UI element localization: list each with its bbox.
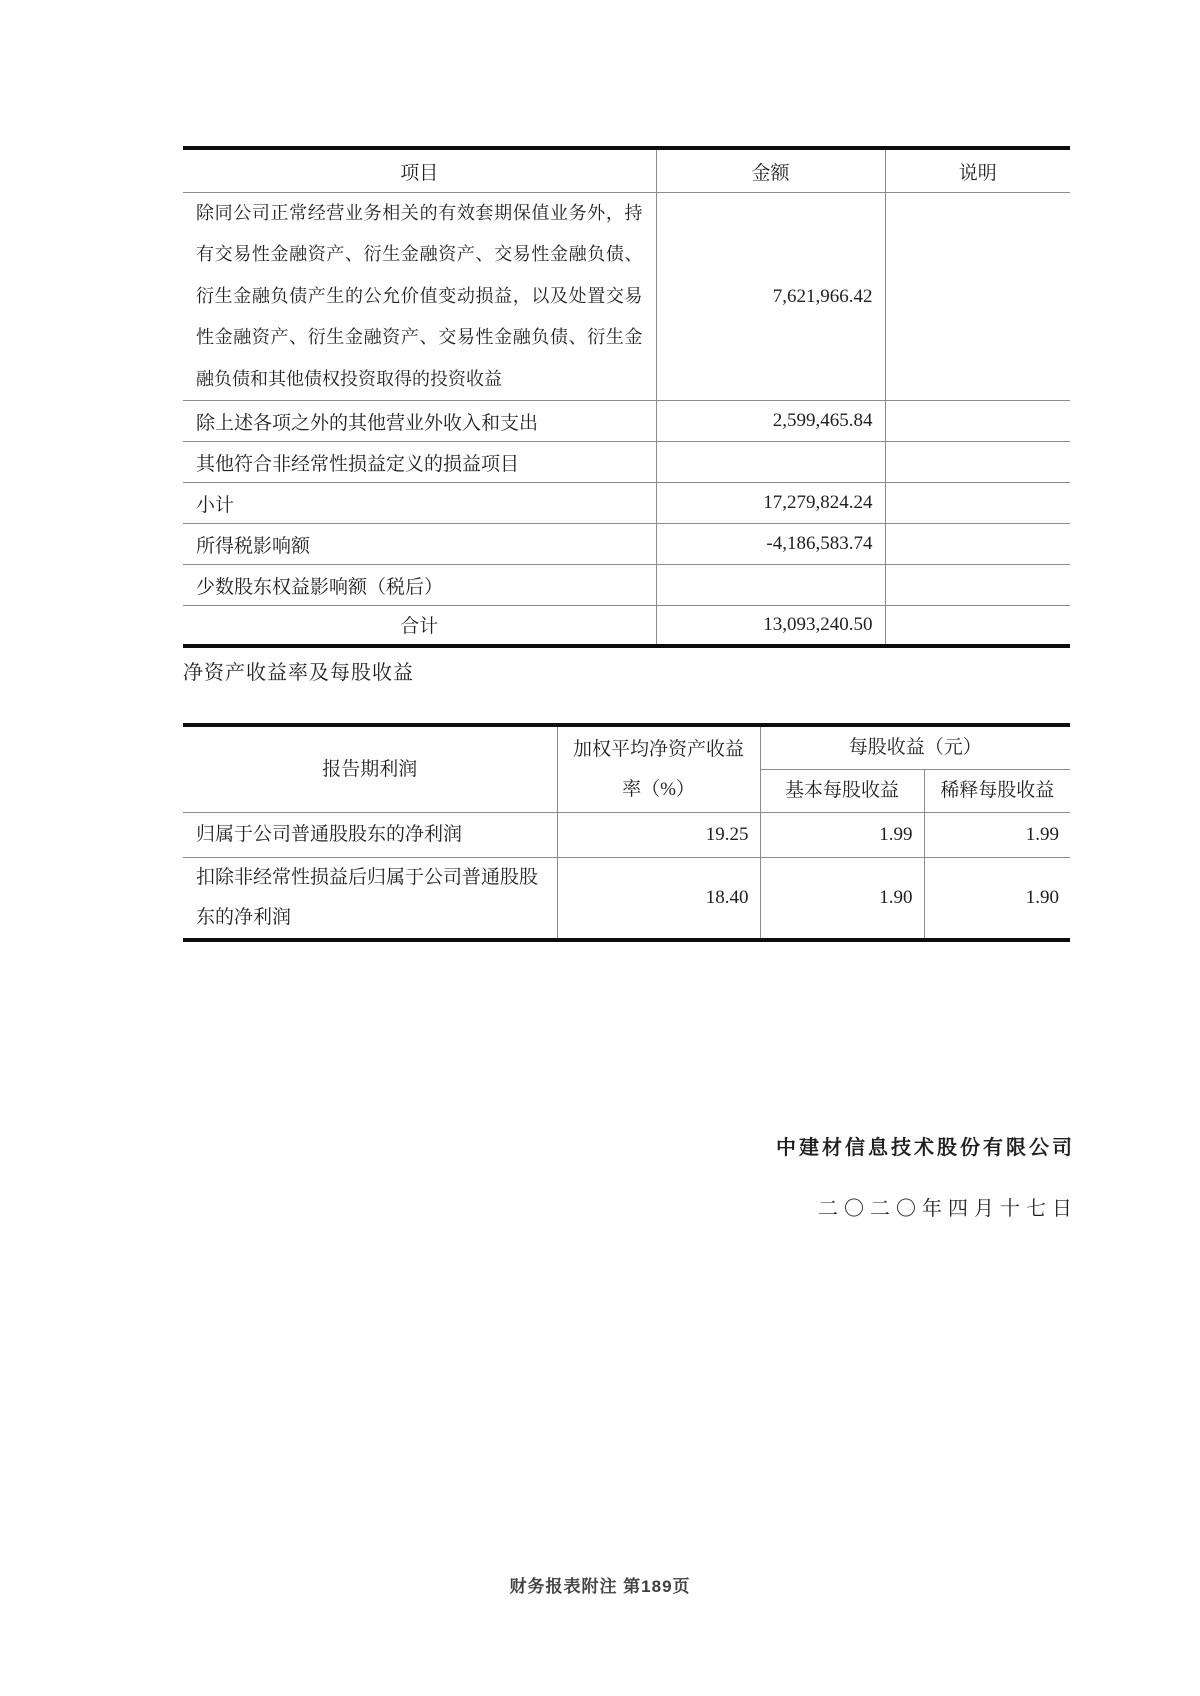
table-row bbox=[183, 483, 1070, 524]
item-cell: 除同公司正常经营业务相关的有效套期保值业务外，持有交易性金融资产、衍生金融资产、交易性金融负债、衍生金融负债产生的公允价值变动损益，以及处置交易性金融资产、衍生金融资产、交易性金融负债、衍生金融负债和其他债权投资取得的投资收益 bbox=[183, 193, 656, 401]
signature-date: 二〇二〇年四月十七日 bbox=[818, 1198, 1078, 1220]
table-row bbox=[183, 813, 1070, 858]
amount-cell: 17,279,824.24 bbox=[656, 483, 885, 524]
item-cell: 扣除非经常性损益后归属于公司普通股股东的净利润 bbox=[183, 858, 557, 941]
diluted-eps-cell: 1.99 bbox=[1025, 824, 1060, 845]
table-row bbox=[183, 524, 1070, 565]
diluted-eps-cell: 1.90 bbox=[1025, 887, 1060, 908]
note-cell bbox=[885, 193, 1070, 401]
total-amount-cell: 13,093,240.50 bbox=[656, 606, 885, 646]
header-item: 项目 bbox=[183, 148, 656, 193]
item-cell: 除上述各项之外的其他营业外收入和支出 bbox=[183, 401, 656, 442]
header-profit-period: 报告期利润 bbox=[183, 725, 557, 813]
header-note: 说明 bbox=[958, 162, 997, 184]
roe-eps-table bbox=[183, 723, 1070, 942]
total-label-cell: 合计 bbox=[183, 606, 656, 646]
amount-cell bbox=[656, 565, 885, 606]
item-cell: 小计 bbox=[183, 483, 656, 524]
table-row bbox=[183, 442, 1070, 483]
header-eps-basic: 基本每股收益 bbox=[760, 770, 924, 813]
table-header-row bbox=[183, 725, 1070, 770]
note-cell bbox=[885, 483, 1070, 524]
amount-cell: 2,599,465.84 bbox=[656, 401, 885, 442]
roe-cell: 19.25 bbox=[557, 813, 760, 858]
header-amount: 金额 bbox=[656, 148, 885, 193]
table-total-row bbox=[183, 606, 1070, 646]
nonrecurring-items-table bbox=[183, 146, 1070, 648]
note-cell bbox=[885, 401, 1070, 442]
amount-cell: -4,186,583.74 bbox=[656, 524, 885, 565]
note-cell bbox=[885, 606, 1070, 646]
basic-eps-cell: 1.90 bbox=[760, 858, 924, 941]
table-row bbox=[183, 565, 1070, 606]
header-eps-diluted: 稀释每股收益 bbox=[940, 780, 1055, 801]
basic-eps-cell: 1.99 bbox=[760, 813, 924, 858]
item-cell: 少数股东权益影响额（税后） bbox=[183, 565, 656, 606]
note-cell bbox=[885, 565, 1070, 606]
table-row bbox=[183, 193, 1070, 401]
note-cell bbox=[885, 442, 1070, 483]
item-cell: 其他符合非经常性损益定义的损益项目 bbox=[183, 442, 656, 483]
amount-cell: 7,621,966.42 bbox=[656, 193, 885, 401]
page-footer: 财务报表附注 第189页 bbox=[509, 1577, 691, 1596]
company-name: 中建材信息技术股份有限公司 bbox=[776, 1137, 1075, 1159]
amount-cell bbox=[656, 442, 885, 483]
table-row bbox=[183, 401, 1070, 442]
header-weighted-roe: 加权平均净资产收益率（%） bbox=[557, 725, 760, 813]
roe-cell: 18.40 bbox=[557, 858, 760, 941]
item-cell: 所得税影响额 bbox=[183, 524, 656, 565]
section-title: 净资产收益率及每股收益 bbox=[183, 662, 414, 684]
note-cell bbox=[885, 524, 1070, 565]
table-header-row bbox=[183, 148, 1070, 193]
table-row bbox=[183, 858, 1070, 941]
item-cell: 归属于公司普通股股东的净利润 bbox=[183, 813, 557, 858]
header-eps-group: 每股收益（元） bbox=[760, 725, 1070, 770]
